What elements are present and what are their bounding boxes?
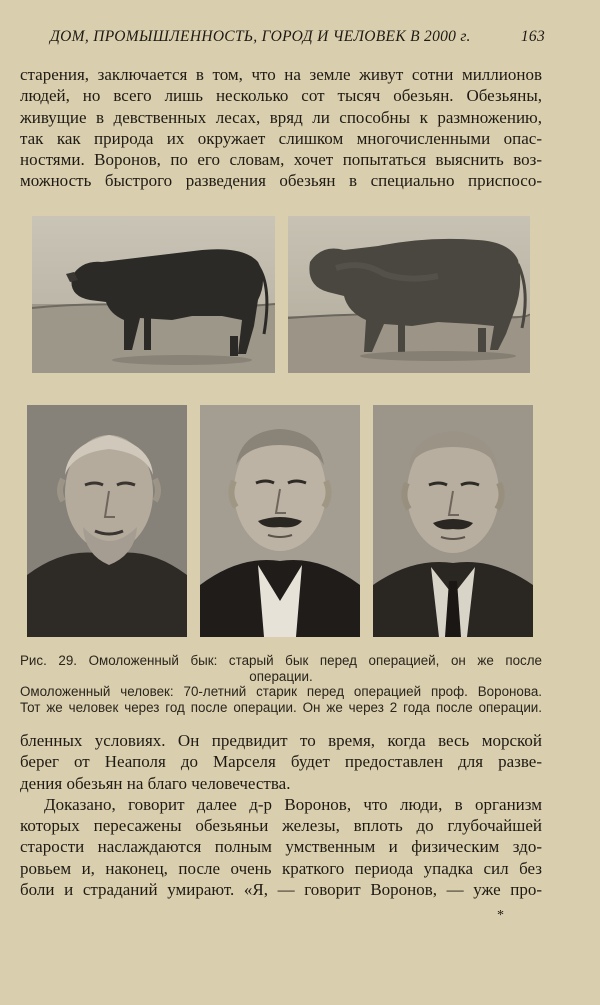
text-line: старения, заключается в том, что на земле живут сотни миллионов	[20, 65, 542, 84]
text-line: Доказано, говорит далее д-р Воронов, что люди, в организм	[44, 794, 542, 814]
figure-caption	[20, 653, 542, 715]
text-line: бленных условиях. Он предвидит то время, когда весь морской	[20, 731, 542, 750]
text-line: боли и страданий умирают. «Я, — говорит Воронов, — уже про-	[20, 880, 542, 900]
footnote-mark: *	[497, 908, 504, 923]
bottom-text-block	[20, 730, 542, 900]
man-after-1y-portrait	[200, 405, 360, 637]
caption-line: Рис. 29. Омоложенный бык: старый бык перед операцией, он же после	[20, 653, 542, 668]
text-line: ностями. Воронов, по его словам, хочет попытаться выяснить воз-	[20, 150, 542, 170]
text-line: так как природа их окружает слишком многочисленными опас-	[20, 128, 542, 148]
top-text-block	[20, 64, 542, 192]
text-line: ровьем и, наконец, после очень краткого периода упадка сил без	[20, 858, 542, 878]
caption-line: операции.	[249, 668, 313, 684]
text-line: берег от Неаполя до Марселя будет предоставлен для разве-	[20, 752, 542, 772]
text-line: старости наслаждаются полным умственным и физическим здо-	[20, 837, 542, 857]
man-after-2y-portrait	[373, 405, 533, 637]
text-line: дения обезьян на благо человечества.	[20, 773, 291, 793]
bull-after-photo	[288, 216, 530, 373]
running-title: ДОМ, ПРОМЫШЛЕННОСТЬ, ГОРОД И ЧЕЛОВЕК В 2000 г.	[50, 28, 471, 45]
text-line: которых пересажены обезьяньи железы, вплоть до глубочайшей	[20, 816, 542, 836]
running-header	[50, 28, 545, 50]
man-before-portrait	[27, 405, 187, 637]
text-line: можность быстрого разведения обезьян в специально приспосо-	[20, 171, 542, 191]
page-number: 163	[520, 28, 545, 45]
caption-line: Омоложенный человек: 70-летний старик перед операцией проф. Воронова.	[20, 684, 542, 699]
text-line: людей, но всего лишь несколько сот тысяч обезьян. Обезьяны,	[20, 86, 542, 106]
text-line: живущие в девственных лесах, вряд ли способны к размножению,	[20, 107, 542, 127]
bull-before-photo	[32, 216, 275, 373]
caption-line: Тот же человек через год после операции. Он же через 2 года после операции.	[20, 699, 542, 715]
